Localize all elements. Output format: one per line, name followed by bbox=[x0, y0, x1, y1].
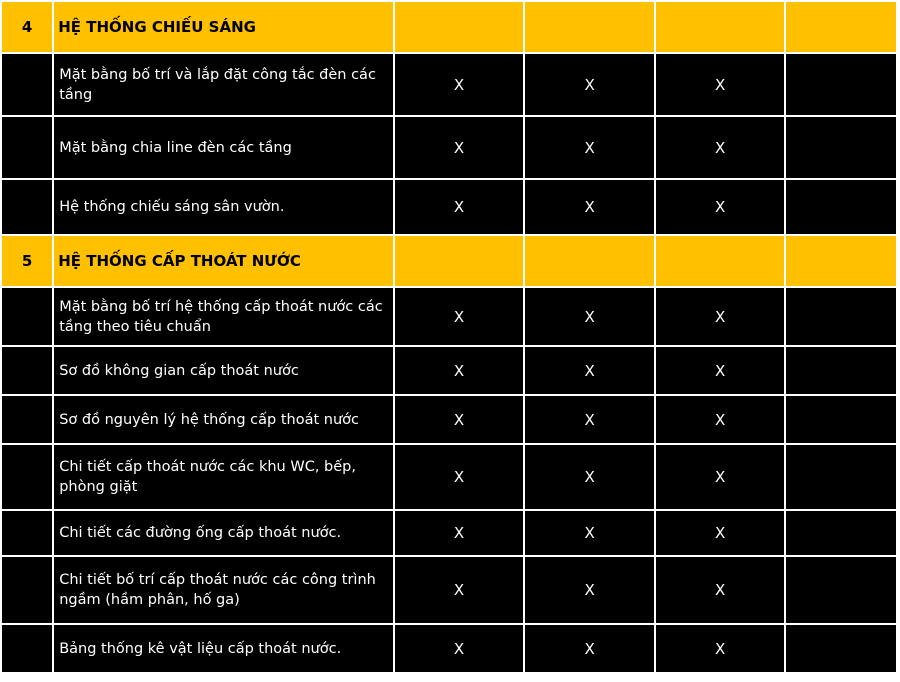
row-number-cell bbox=[2, 511, 52, 555]
row-description: Chi tiết bố trí cấp thoát nước các công trình ngầm (hầm phân, hố ga) bbox=[54, 557, 393, 623]
row-mark bbox=[786, 347, 896, 394]
section-cell-empty bbox=[786, 2, 896, 52]
section-cell-empty bbox=[525, 236, 654, 286]
row-mark: X bbox=[656, 288, 785, 345]
row-description: Hệ thống chiếu sáng sân vườn. bbox=[54, 180, 393, 234]
row-description: Sơ đồ nguyên lý hệ thống cấp thoát nước bbox=[54, 396, 393, 443]
table-row bbox=[2, 288, 896, 345]
row-description: Sơ đồ không gian cấp thoát nước bbox=[54, 347, 393, 394]
row-mark: X bbox=[525, 288, 654, 345]
row-mark: X bbox=[656, 511, 785, 555]
row-mark bbox=[786, 557, 896, 623]
section-header-row bbox=[2, 236, 896, 286]
row-mark: X bbox=[525, 347, 654, 394]
row-mark: X bbox=[525, 54, 654, 115]
row-mark: X bbox=[656, 347, 785, 394]
section-title: HỆ THỐNG CẤP THOÁT NƯỚC bbox=[54, 236, 393, 286]
section-number: 4 bbox=[2, 2, 52, 52]
row-mark: X bbox=[656, 445, 785, 509]
row-mark: X bbox=[656, 180, 785, 234]
row-mark: X bbox=[656, 625, 785, 672]
row-number-cell bbox=[2, 347, 52, 394]
table-row bbox=[2, 347, 896, 394]
row-mark: X bbox=[395, 396, 524, 443]
section-cell-empty bbox=[395, 2, 524, 52]
row-mark bbox=[786, 625, 896, 672]
row-mark: X bbox=[525, 625, 654, 672]
row-mark: X bbox=[395, 511, 524, 555]
section-header-row bbox=[2, 2, 896, 52]
row-mark bbox=[786, 54, 896, 115]
row-mark: X bbox=[525, 511, 654, 555]
table-row bbox=[2, 117, 896, 178]
row-mark: X bbox=[525, 117, 654, 178]
row-mark bbox=[786, 180, 896, 234]
row-mark: X bbox=[525, 396, 654, 443]
row-description: Chi tiết các đường ống cấp thoát nước. bbox=[54, 511, 393, 555]
row-mark: X bbox=[656, 396, 785, 443]
row-number-cell bbox=[2, 557, 52, 623]
row-mark: X bbox=[395, 445, 524, 509]
table-row bbox=[2, 511, 896, 555]
row-mark: X bbox=[525, 445, 654, 509]
row-mark: X bbox=[395, 347, 524, 394]
row-mark: X bbox=[395, 117, 524, 178]
row-number-cell bbox=[2, 396, 52, 443]
table-row bbox=[2, 180, 896, 234]
section-cell-empty bbox=[656, 2, 785, 52]
section-cell-empty bbox=[525, 2, 654, 52]
row-description: Bảng thống kê vật liệu cấp thoát nước. bbox=[54, 625, 393, 672]
row-mark: X bbox=[395, 54, 524, 115]
row-mark: X bbox=[525, 557, 654, 623]
row-mark: X bbox=[395, 625, 524, 672]
row-number-cell bbox=[2, 288, 52, 345]
table-row bbox=[2, 54, 896, 115]
row-mark: X bbox=[656, 54, 785, 115]
section-cell-empty bbox=[786, 236, 896, 286]
table-row bbox=[2, 625, 896, 672]
row-number-cell bbox=[2, 54, 52, 115]
row-mark: X bbox=[395, 557, 524, 623]
section-cell-empty bbox=[656, 236, 785, 286]
row-mark bbox=[786, 288, 896, 345]
row-mark bbox=[786, 117, 896, 178]
row-number-cell bbox=[2, 117, 52, 178]
section-number: 5 bbox=[2, 236, 52, 286]
table-row bbox=[2, 557, 896, 623]
row-mark: X bbox=[395, 288, 524, 345]
row-mark: X bbox=[656, 557, 785, 623]
row-mark bbox=[786, 445, 896, 509]
row-description: Mặt bằng chia line đèn các tầng bbox=[54, 117, 393, 178]
row-number-cell bbox=[2, 625, 52, 672]
row-mark: X bbox=[656, 117, 785, 178]
row-description: Mặt bằng bố trí hệ thống cấp thoát nước các tầng theo tiêu chuẩn bbox=[54, 288, 393, 345]
row-mark bbox=[786, 511, 896, 555]
row-mark: X bbox=[525, 180, 654, 234]
row-mark: X bbox=[395, 180, 524, 234]
row-description: Mặt bằng bố trí và lắp đặt công tắc đèn các tầng bbox=[54, 54, 393, 115]
row-description: Chi tiết cấp thoát nước các khu WC, bếp, phòng giặt bbox=[54, 445, 393, 509]
table-row bbox=[2, 396, 896, 443]
table-row bbox=[2, 445, 896, 509]
section-title: HỆ THỐNG CHIẾU SÁNG bbox=[54, 2, 393, 52]
row-number-cell bbox=[2, 180, 52, 234]
row-mark bbox=[786, 396, 896, 443]
section-cell-empty bbox=[395, 236, 524, 286]
row-number-cell bbox=[2, 445, 52, 509]
